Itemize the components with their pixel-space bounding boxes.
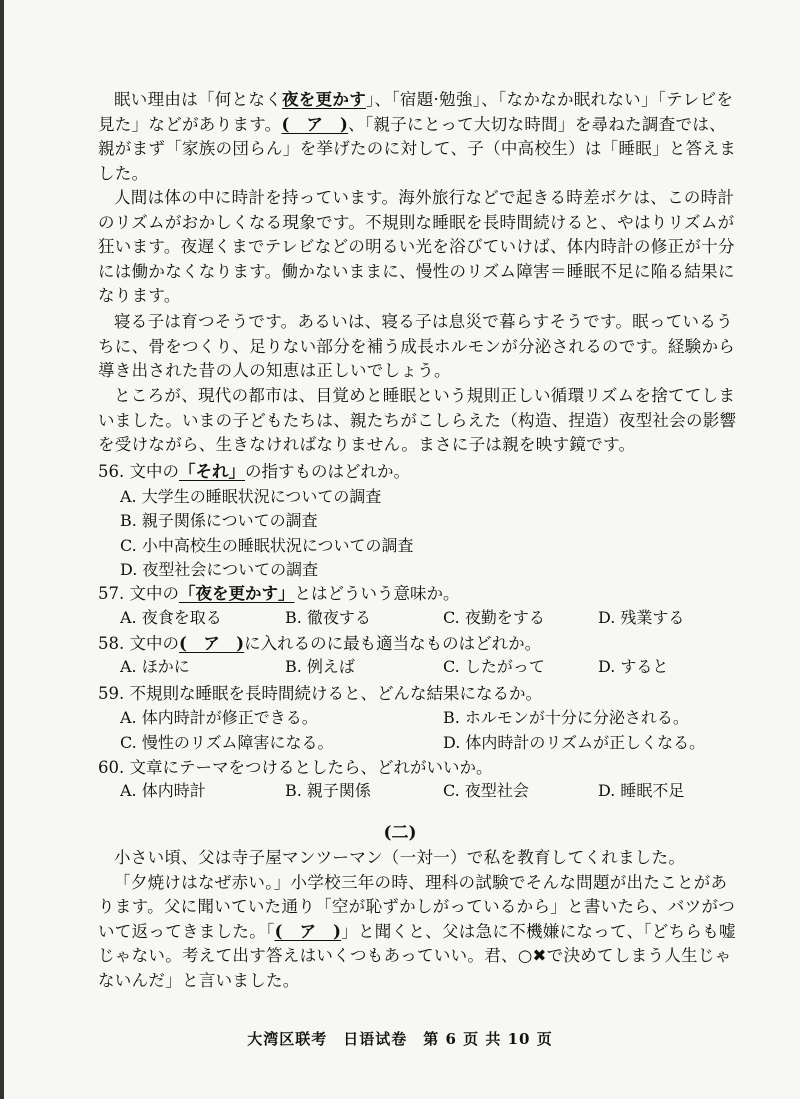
text-line: 親がまず「家族の団らん」を挙げたのに対して、子（中高校生）は「睡眠」と答えま [98, 139, 737, 158]
text-line: には働かなくなります。働かないままに、慢性のリズム障害＝睡眠不足に陥る結果に [98, 261, 735, 281]
q59-option-a[interactable]: A. 体内時計が修正できる。 [120, 708, 318, 727]
question-target: ( ア ) [179, 634, 245, 653]
text: 眠い理由は「何となく [114, 90, 282, 109]
text-line: なります。 [98, 286, 181, 305]
q60-option-c[interactable]: C. 夜型社会 [443, 781, 529, 800]
text-line: 小さい頃、父は寺子屋マンツーマン（一対一）で私を教育してくれました。 [114, 848, 686, 867]
passage-paragraph-2 [98, 186, 735, 309]
text-line: 「夕焼けはなぜ赤い。」小学校三年の時、理科の試験でそんな問題が出たことがあ [114, 872, 728, 892]
q56-option-c[interactable]: C. 小中高校生の睡眠状況についての調査 [120, 536, 414, 555]
q60-option-a[interactable]: A. 体内時計 [120, 781, 206, 800]
scan-edge [0, 0, 4, 1099]
question-text: 58. 文中の [98, 634, 179, 653]
text-line: 寝る子は育つそうです。あるいは、寝る子は息災で暮らすそうです。眠っているう [114, 312, 733, 331]
passage-2 [98, 846, 736, 993]
blank-a: ( ア ) [274, 921, 342, 941]
section-2-title: (二) [383, 823, 417, 843]
blank-a: ( ア ) [281, 114, 349, 134]
text: 」と聞くと、父は急に不機嫌になって、「どちらも嘘 [341, 921, 736, 941]
question-target: 「夜を更かす」 [179, 584, 295, 603]
question-text: とはどういう意味か。 [294, 584, 460, 603]
text-line: いました。いまの子どもたちは、親たちがこしらえた（构造、捏造）夜型社会の影響 [98, 410, 737, 430]
question-56 [98, 458, 410, 482]
q56-option-b[interactable]: B. 親子関係についての調査 [120, 511, 318, 530]
question-text: 57. 文中の [98, 584, 179, 603]
q58-option-b[interactable]: B. 例えば [285, 657, 355, 676]
text: いて返ってきました。「 [98, 921, 275, 941]
text: 、「親子にとって大切な時間」を尋ねた調査では、 [348, 114, 726, 134]
question-60: 60. 文章にテーマをつけるとしたら、どれがいいか。 [98, 758, 493, 777]
q58-option-a[interactable]: A. ほかに [120, 657, 190, 676]
question-57 [98, 580, 460, 604]
text: 」、「宿題·勉強」、「なかなか眠れない」「テレビを [366, 90, 734, 109]
passage-paragraph-3 [98, 310, 736, 384]
question-text: 56. 文中の [98, 462, 179, 481]
question-59: 59. 不規則な睡眠を長時間続けると、どんな結果になるか。 [98, 684, 542, 703]
q60-option-d[interactable]: D. 睡眠不足 [598, 781, 685, 800]
text-line: ちに、骨をつくり、足りない部分を補う成長ホルモンが分泌されるのです。経験から [98, 336, 736, 356]
text-line: ないんだ」と言いました。 [98, 970, 300, 990]
q58-option-d[interactable]: D. すると [598, 657, 669, 676]
q59-option-d[interactable]: D. 体内時計のリズムが正しくなる。 [443, 733, 706, 752]
q56-option-a[interactable]: A. 大学生の睡眠状況についての調査 [120, 487, 382, 506]
q59-option-c[interactable]: C. 慢性のリズム障害になる。 [120, 733, 334, 752]
question-text: に入れるのに最も適当なものはどれか。 [244, 634, 542, 653]
q59-option-b[interactable]: B. ホルモンが十分に分泌される。 [443, 708, 689, 727]
q58-option-c[interactable]: C. したがって [443, 657, 545, 676]
q57-option-b[interactable]: B. 徹夜する [285, 608, 371, 627]
question-target: 「それ」 [179, 462, 245, 481]
text-line: ります。父に聞いていた通り「空が恥ずかしがっているから」と書いたら、バツがつ [98, 897, 736, 916]
page-footer: 大湾区联考 日语试卷 第 6 页 共 10 页 [247, 1030, 553, 1048]
text-line: 狂います。夜遅くまでテレビなどの明るい光を浴びていけば、体内時計の修正が十分 [98, 237, 735, 256]
text-line: 人間は体の中に時計を持っています。海外旅行などで起きる時差ボケは、この時計 [114, 188, 735, 207]
question-text: の指すものはどれか。 [245, 462, 410, 481]
text-line: 導き出された昔の人の知恵は正しいでしょう。 [98, 361, 451, 380]
text-line: を受けながら、生きなければなりません。まさに子は親を映す鏡です。 [98, 435, 636, 454]
q57-option-c[interactable]: C. 夜勤をする [443, 608, 545, 627]
text-line: のリズムがおかしくなる現象です。不規則な睡眠を長時間続けると、やはりリズムが [98, 212, 735, 232]
underlined-phrase: 夜を更かす [282, 90, 366, 109]
text-line: じゃない。考えて出す答えはいくつもあっていい。君、○✖で決めてしまう人生じゃ [98, 946, 732, 965]
q57-option-a[interactable]: A. 夜食を取る [120, 608, 222, 627]
question-58 [98, 630, 541, 654]
passage-paragraph-1 [98, 88, 737, 186]
q60-option-b[interactable]: B. 親子関係 [285, 781, 371, 800]
q57-option-d[interactable]: D. 残業する [598, 608, 685, 627]
text-line: ところが、現代の都市は、目覚めと睡眠という規則正しい循環リズムを捨ててしま [114, 386, 736, 405]
q56-option-d[interactable]: D. 夜型社会についての調査 [120, 560, 319, 579]
passage-paragraph-4 [98, 384, 737, 458]
text-line: した。 [98, 163, 149, 183]
text: 見た」などがあります。 [98, 114, 282, 134]
